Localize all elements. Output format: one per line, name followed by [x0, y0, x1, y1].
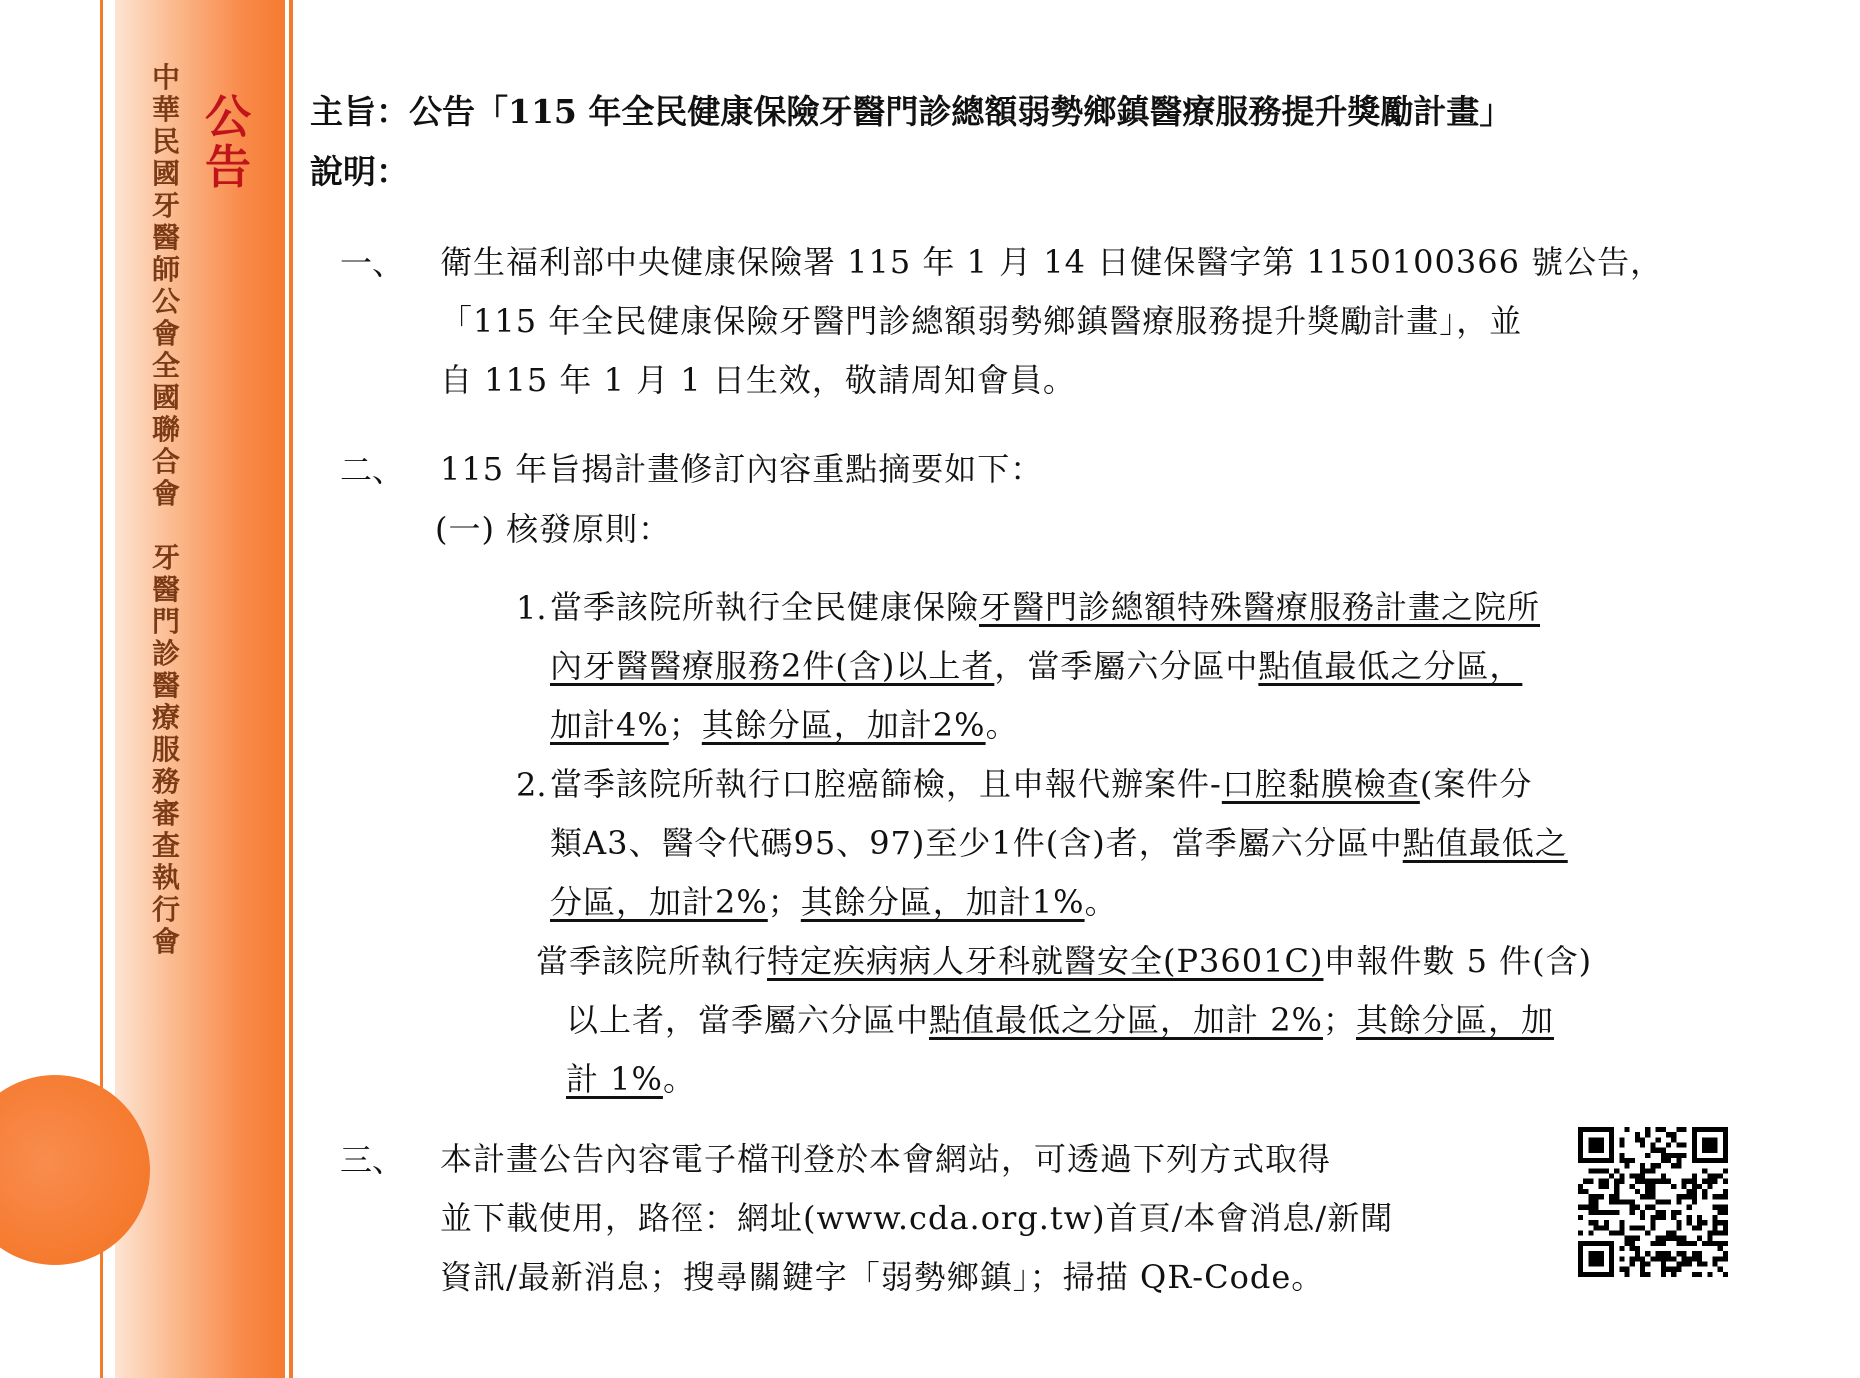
item-one-line1: 衛生福利部中央健康保險署 115 年 1 月 14 日健保醫字第 1150100366 號公告， [440, 243, 1664, 281]
org-char: 會 [151, 925, 180, 958]
point-one-u1: 牙醫門診總額特殊醫療服務計畫之院所 [979, 588, 1541, 626]
org-char: 師 [151, 253, 180, 286]
point-three-b: 申報件數 5 件(含) [1323, 942, 1593, 980]
point-one-b: ，當季屬六分區中 [994, 647, 1259, 685]
org-char: 醫 [151, 221, 180, 254]
org-char: 合 [151, 445, 180, 478]
item-one-text [440, 233, 1840, 410]
point-one-d: 。 [985, 706, 1019, 744]
org-char: 診 [151, 637, 180, 670]
org-char: 行 [151, 893, 180, 926]
item-three-number: 三、 [340, 1141, 405, 1179]
point-three-e: 。 [662, 1060, 696, 1098]
org-char: 全 [151, 349, 180, 382]
point-two-u4: 其餘分區，加計1% [800, 883, 1085, 921]
item-three-line3: 資訊/最新消息；搜尋關鍵字「弱勢鄉鎮」；掃描 QR-Code。 [440, 1258, 1325, 1296]
point-two-a: 當季該院所執行口腔癌篩檢，且申報代辦案件- [550, 765, 1222, 803]
point-two-b: (案件分 [1419, 765, 1533, 803]
point-three-u1: 特定疾病病人牙科就醫安全(P3601C) [767, 942, 1324, 980]
explanation-label: 說明： [310, 152, 409, 191]
title-char: 告 [205, 140, 251, 194]
org-char: 牙 [151, 189, 180, 222]
point-one-u4: 其餘分區，加計2% [701, 706, 986, 744]
org-char: 審 [151, 797, 180, 830]
org-char: 聯 [151, 413, 180, 446]
org-char: 國 [151, 157, 180, 190]
point-three-u3: 其餘分區，加 [1355, 1001, 1554, 1039]
point-two-d: ； [767, 883, 801, 921]
org-char: 會 [151, 477, 180, 510]
org-char: 會 [151, 317, 180, 350]
org-char: 療 [151, 701, 180, 734]
item-two-heading: 115 年旨揭計畫修訂內容重點摘要如下： [440, 450, 1044, 488]
subject-line: 主旨：公告「115 年全民健康保險牙醫門診總額弱勢鄉鎮醫療服務提升獎勵計畫」 [310, 92, 1513, 131]
point-three-u4: 計 1% [566, 1060, 663, 1098]
point-one-a: 當季該院所執行全民健康保險 [550, 588, 980, 626]
sidebar-divider-line-right [289, 0, 293, 1378]
item-one-line3: 自 115 年 1 月 1 日生效，敬請周知會員。 [440, 361, 1076, 399]
point-two-number: 2. [516, 766, 547, 804]
point-two-u1: 口腔黏膜檢查 [1221, 765, 1420, 803]
point-three-a: 當季該院所執行 [536, 942, 768, 980]
point-two-e: 。 [1084, 883, 1118, 921]
announcement-title-vertical [203, 92, 253, 192]
item-one-line2: 「115 年全民健康保險牙醫門診總額弱勢鄉鎮醫療服務提升獎勵計畫」，並 [440, 302, 1523, 340]
point-one-text [550, 578, 1780, 755]
org-char: 服 [151, 733, 180, 766]
org-char: 中 [151, 61, 180, 94]
org-char: 國 [151, 381, 180, 414]
org-char: 務 [151, 765, 180, 798]
org-char: 執 [151, 861, 180, 894]
point-one-u1b: 內牙醫醫療服務2件(含)以上者 [550, 647, 995, 685]
point-two-u2: 點值最低之 [1402, 824, 1568, 862]
point-three-d: ； [1322, 1001, 1356, 1039]
item-three-text [440, 1130, 1640, 1307]
org-char: 華 [151, 93, 180, 126]
org-char: 公 [151, 285, 180, 318]
point-one-u3: 加計4% [550, 706, 669, 744]
organization-name-vertical [150, 62, 182, 958]
point-two-text [550, 755, 1780, 932]
item-two-subheading: (一) 核發原則： [435, 510, 672, 548]
point-one-number: 1. [516, 589, 547, 627]
qr-code-icon[interactable] [1578, 1127, 1728, 1277]
org-char: 查 [151, 829, 180, 862]
org-char: 醫 [151, 669, 180, 702]
point-one-u2: 點值最低之分區， [1258, 647, 1523, 685]
point-three-u2: 點值最低之分區，加計 2% [929, 1001, 1323, 1039]
org-char: 醫 [151, 573, 180, 606]
org-char: 牙 [151, 541, 180, 574]
point-two-c: 類A3、醫令代碼95、97)至少1件(含)者，當季屬六分區中 [550, 824, 1403, 862]
org-char: 門 [151, 605, 180, 638]
item-one-number: 一、 [340, 244, 405, 282]
org-char: 民 [151, 125, 180, 158]
title-char: 公 [205, 90, 251, 144]
org-char [150, 510, 182, 542]
point-two-u3: 分區，加計2% [550, 883, 768, 921]
item-three-line2: 並下載使用，路徑：網址(www.cda.org.tw)首頁/本會消息/新聞 [440, 1199, 1394, 1237]
item-three-line1: 本計畫公告內容電子檔刊登於本會網站，可透過下列方式取得 [440, 1140, 1332, 1178]
point-three-text [536, 932, 1806, 1109]
item-two-number: 二、 [340, 451, 405, 489]
point-one-c: ； [668, 706, 702, 744]
point-three-c: 以上者，當季屬六分區中 [566, 1001, 930, 1039]
